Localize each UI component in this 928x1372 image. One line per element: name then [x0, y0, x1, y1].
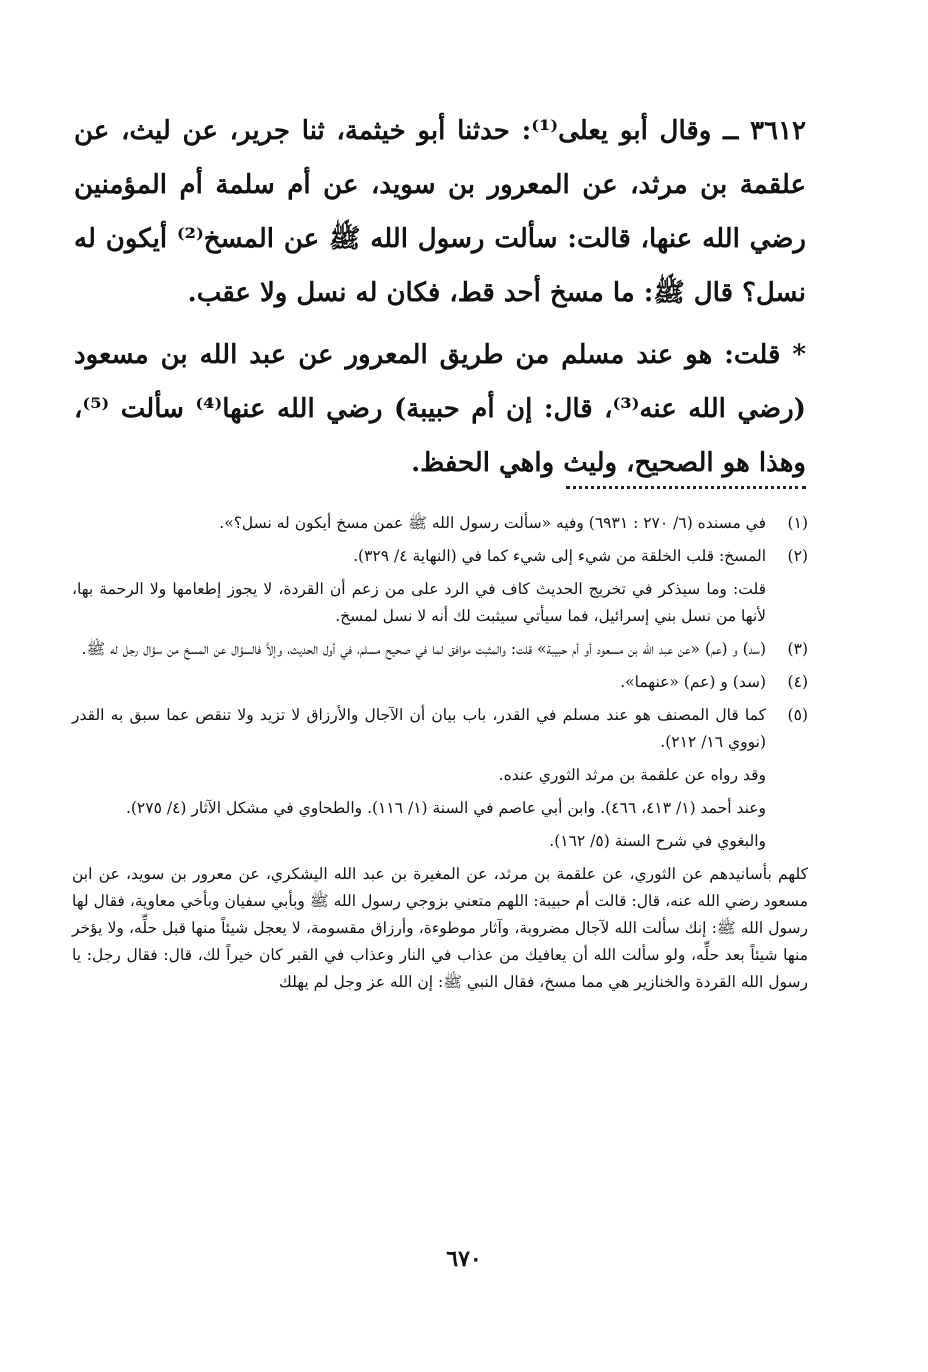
page-number: ٦٧٠	[446, 1246, 482, 1272]
footnote-text: المسخ: قلب الخلقة من شيء إلى شيء كما في (النهاية ٤/ ٣٢٩).	[353, 547, 766, 565]
hadith-body	[74, 104, 806, 490]
footnote-2	[72, 543, 808, 570]
footnote-5-line: والبغوي في شرح السنة (٥/ ١٦٢).	[549, 832, 766, 850]
footnote-5	[72, 702, 808, 756]
footnote-number: (٢)	[787, 547, 808, 565]
footnote-number: (٥)	[787, 706, 808, 724]
footnote-5-line: وعند أحمد (١/ ٤١٣، ٤٦٦). وابن أبي عاصم في السنة (١/ ١١٦). والطحاوي في مشكل الآثار (٤/ ٢٧٥).	[125, 799, 766, 817]
footnote-number: (٣)	[787, 640, 808, 658]
footnote-1	[72, 510, 808, 537]
footnote-text: في مسنده (٦/ ٢٧٠ : ٦٩٣١) وفيه «سألت رسول الله ﷺ عمن مسخ أيكون له نسل؟».	[219, 514, 766, 532]
author-comment-paragraph: * قلت: هو عند مسلم من طريق المعرور عن عبد الله بن مسعود (رضي الله عنه⁽³⁾، قال: إن أم حبيبة) رضي الله عنها⁽⁴⁾ سألت ⁽⁵⁾، وهذا هو الصحيح، وليث واهي الحفظ.	[74, 340, 806, 478]
footnote-text: كما قال المصنف هو عند مسلم في القدر، باب بيان أن الآجال والأرزاق لا تزيد ولا تنقص عما سبق به القدر (نووي ١٦/ ٢١٢).	[72, 706, 766, 751]
footnotes	[72, 510, 808, 1002]
footnote-3	[72, 636, 808, 663]
hadith-paragraph: ٣٦١٢ ــ وقال أبو يعلى⁽¹⁾: حدثنا أبو خيثمة، ثنا جرير، عن ليث، عن علقمة بن مرثد، عن المعرور بن سويد، عن أم سلمة أم المؤمنين رضي الله عنها، قالت: سألت رسول الله ﷺ عن المسخ⁽²⁾ أيكون له نسل؟ قال ﷺ: ما مسخ أحد قط، فكان له نسل ولا عقب.	[74, 116, 806, 308]
footnote-separator	[566, 486, 806, 489]
footnote-text: (سد) و (عم) «عنهما».	[620, 673, 766, 691]
footnote-number: (١)	[787, 514, 808, 532]
footnote-5-closing: كلهم بأسانيدهم عن الثوري، عن علقمة بن مرثد، عن المغيرة بن عبد الله اليشكري، عن معرور بن سويد، عن ابن مسعود رضي الله عنه، قال: قالت أم حبيبة: اللهم متعني بزوجي رسول الله ﷺ وبأبي سفيان وبأخي معاوية، فقال لها رسول الله ﷺ: إنك سألت الله لآجال مضروبة، وآثار موطوءة، وأرزاق مقسومة، لا يعجل شيئاً منها قبل حلِّه، ولا يؤخر منها شيئاً بعد حلِّه، ولو سألت الله أن يعافيك من عذاب في النار وعذاب في القبر كان خيراً لك، قال: فقال رجل: يا رسول الله القردة والخنازير هي مما مسخ، فقال النبي ﷺ: إن الله عز وجل لم يهلك	[72, 865, 809, 991]
footnote-2-comment: قلت: وما سيذكر في تخريج الحديث كاف في الرد على من زعم أن القردة، لا يجوز إطعامها ولا الرحمة بها، لأنها من نسل بني إسرائيل، فما سيأتي سيثبت لك أنه لا نسل لمسخ.	[72, 580, 766, 625]
footnote-4	[72, 669, 808, 696]
footnote-5-line: وقد رواه عن علقمة بن مرثد الثوري عنده.	[498, 766, 766, 784]
footnote-number: (٤)	[787, 673, 808, 691]
footnote-text: (سد) و (عم) «عن عبد الله بن مسعود أو أم حبيبة» قلت: والمثبت موافق لما في صحيح مسلم، في أول الحديث، وإلاَّ فالسؤال عن المسخ من سؤال رجل له ﷺ.	[81, 640, 766, 658]
